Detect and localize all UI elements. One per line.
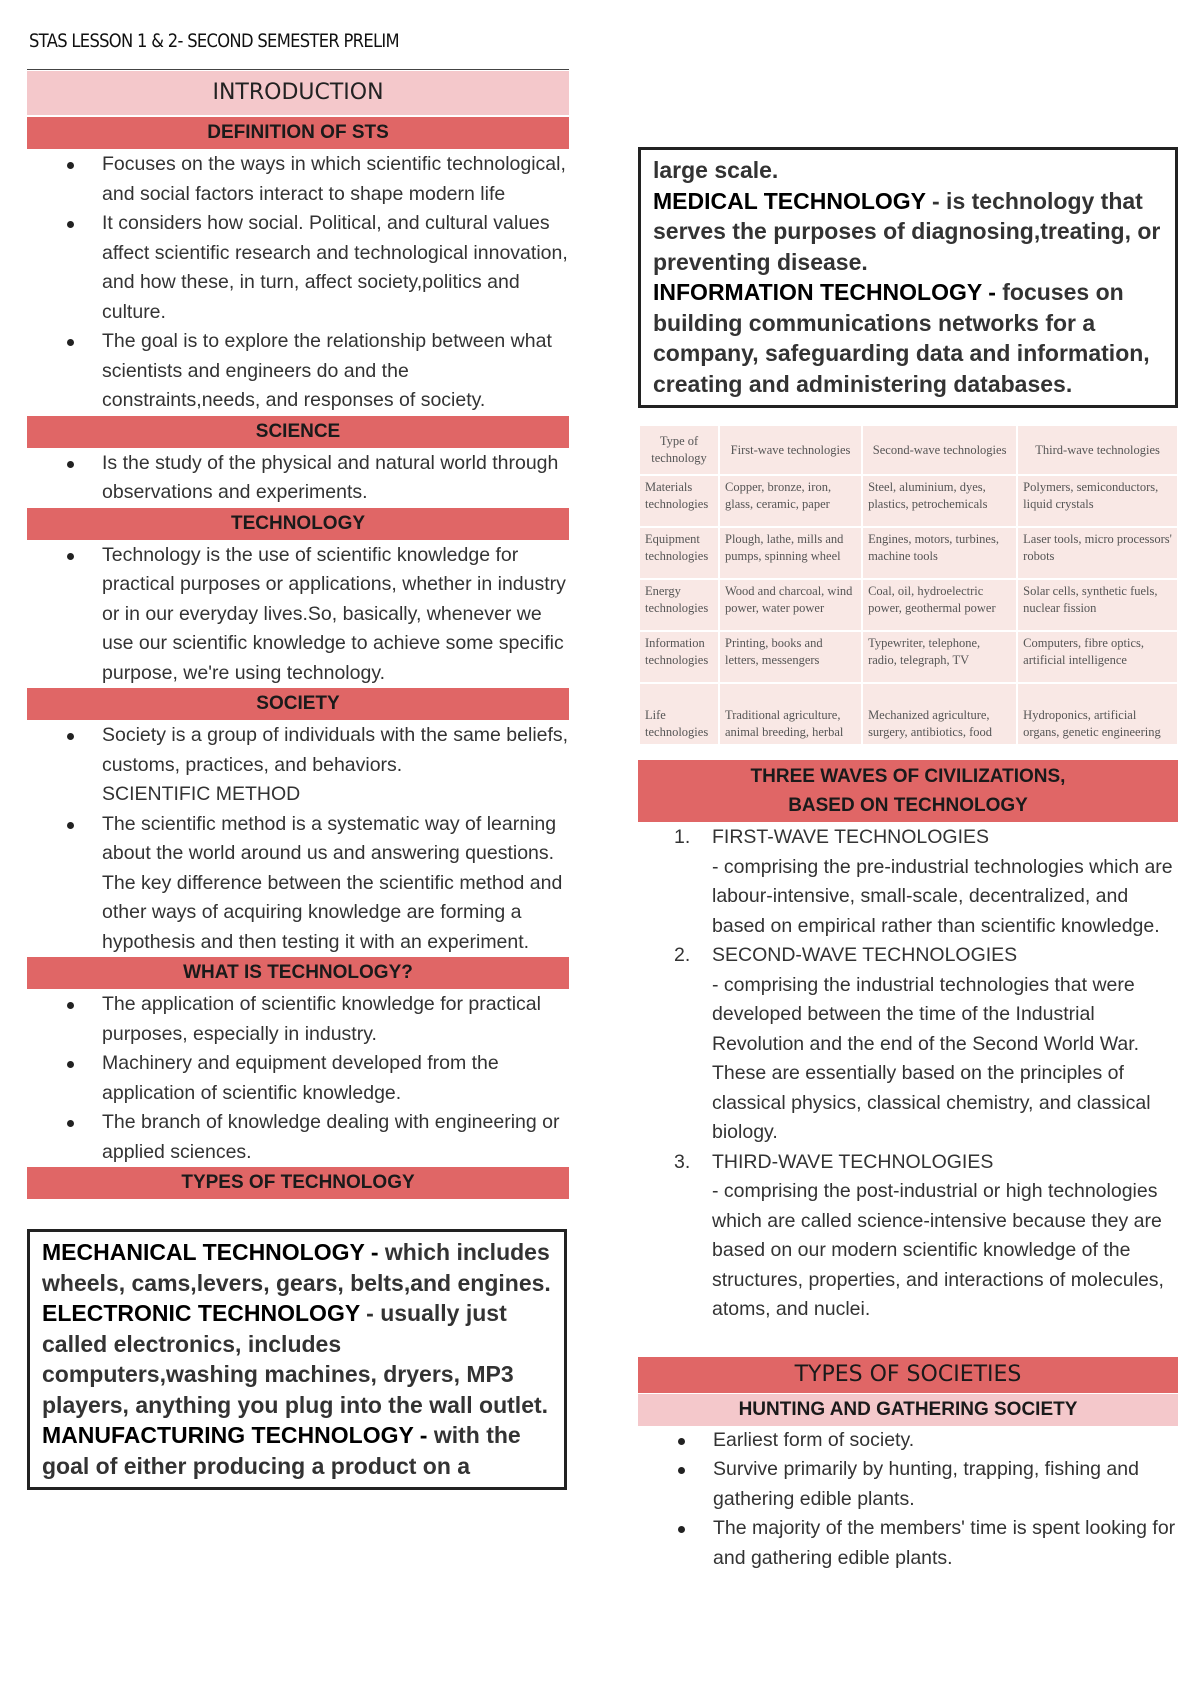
wave-title: SECOND-WAVE TECHNOLOGIES bbox=[712, 944, 1018, 966]
list-item: Technology is the use of scientific knowledge for practical purposes or applications, whether in industry or in our everyday lives.So, basically, whenever we use our scientific knowledge to achieve some specific purpose, we're using technology. bbox=[27, 541, 569, 689]
list-item: Earliest form of society. bbox=[638, 1426, 1178, 1456]
electronic-desc: - usually just called electronics, includes computers,washing machines, dryers, MP3 players, anything you plug into the wall outlet. bbox=[42, 1300, 549, 1418]
definition-heading: DEFINITION OF STS bbox=[27, 117, 569, 149]
list-item: The goal is to explore the relationship between what scientists and engineers do and the constraints,needs, and responses of society. bbox=[27, 327, 569, 416]
table-row bbox=[639, 683, 1178, 745]
item-number: 2. bbox=[674, 944, 691, 966]
three-waves-heading-line1: THREE WAVES OF CIVILIZATIONS, bbox=[750, 766, 1066, 787]
what-is-technology-list bbox=[27, 990, 569, 1167]
society-heading: SOCIETY bbox=[27, 688, 569, 720]
three-waves-heading bbox=[638, 760, 1178, 822]
introduction-heading: INTRODUCTION bbox=[27, 71, 569, 115]
table-cell: Hydroponics, artificial organs, genetic engineering bbox=[1017, 683, 1178, 745]
table-header-row bbox=[639, 425, 1178, 475]
three-waves-heading-line2: BASED ON TECHNOLOGY bbox=[788, 795, 1028, 816]
list-item: The scientific method is a systematic way of learning about the world around us and answering questions. The key difference between the scientific method and other ways of acquiring knowledge are forming a hypothesis and then testing it with an experiment. bbox=[27, 810, 569, 958]
list-item: Is the study of the physical and natural world through observations and experiments. bbox=[27, 449, 569, 508]
hunting-gathering-list bbox=[638, 1426, 1178, 1574]
table-cell: Life technologies bbox=[639, 683, 719, 745]
table-cell: Solar cells, synthetic fuels, nuclear fission bbox=[1017, 579, 1178, 631]
scientific-method-label: SCIENTIFIC METHOD bbox=[102, 783, 301, 805]
hunting-gathering-heading: HUNTING AND GATHERING SOCIETY bbox=[638, 1394, 1178, 1426]
item-number: 3. bbox=[674, 1150, 691, 1173]
what-is-technology-heading: WHAT IS TECHNOLOGY? bbox=[27, 957, 569, 989]
technology-types-box-left bbox=[27, 1229, 567, 1490]
table-cell: Plough, lathe, mills and pumps, spinning wheel bbox=[719, 527, 862, 579]
science-list bbox=[27, 449, 569, 508]
types-of-technology-heading: TYPES OF TECHNOLOGY bbox=[27, 1167, 569, 1199]
list-item bbox=[27, 721, 569, 810]
technology-list bbox=[27, 541, 569, 689]
list-item: The application of scientific knowledge for practical purposes, especially in industry. bbox=[27, 990, 569, 1049]
table-cell: Polymers, semiconductors, liquid crystals bbox=[1017, 475, 1178, 527]
table-cell: Equipment technologies bbox=[639, 527, 719, 579]
technology-types-box-right bbox=[638, 147, 1178, 408]
page-title: STAS LESSON 1 & 2- SECOND SEMESTER PRELIM bbox=[29, 30, 399, 52]
table-cell: Coal, oil, hydroelectric power, geothermal power bbox=[862, 579, 1017, 631]
technology-waves-table bbox=[638, 424, 1179, 746]
medical-term: MEDICAL TECHNOLOGY bbox=[653, 187, 926, 214]
table-cell: Energy technologies bbox=[639, 579, 719, 631]
table-cell: Materials technologies bbox=[639, 475, 719, 527]
table-header-cell: Third-wave technologies bbox=[1017, 425, 1178, 475]
table-cell: Information technologies bbox=[639, 631, 719, 683]
three-waves-list bbox=[638, 823, 1178, 1325]
table-cell: Printing, books and letters, messengers bbox=[719, 631, 862, 683]
mechanical-desc: which includes wheels, cams,levers, gears, belts,and engines. bbox=[42, 1239, 551, 1296]
electronic-term: ELECTRONIC TECHNOLOGY bbox=[42, 1300, 360, 1326]
list-item: The branch of knowledge dealing with engineering or applied sciences. bbox=[27, 1108, 569, 1167]
list-item bbox=[638, 1148, 1178, 1325]
large-scale-text: large scale. bbox=[653, 157, 779, 183]
wave-title: THIRD-WAVE TECHNOLOGIES bbox=[712, 1150, 994, 1173]
wave-description: - comprising the industrial technologies that were developed between the time of the Industrial Revolution and the end of the Second World War. These are essentially based on the principles of classical physics, classical chemistry, and classical biology. bbox=[712, 973, 1151, 1143]
table-header-cell: First-wave technologies bbox=[719, 425, 862, 475]
item-number: 1. bbox=[674, 826, 691, 848]
information-term: INFORMATION TECHNOLOGY - bbox=[653, 279, 1003, 305]
list-item: The majority of the members' time is spent looking for and gathering edible plants. bbox=[638, 1514, 1178, 1573]
table-cell: Computers, fibre optics, artificial intelligence bbox=[1017, 631, 1178, 683]
table-cell: Wood and charcoal, wind power, water power bbox=[719, 579, 862, 631]
table-cell: Engines, motors, turbines, machine tools bbox=[862, 527, 1017, 579]
society-definition: Society is a group of individuals with the same beliefs, customs, practices, and behaviors. bbox=[102, 724, 569, 776]
table-cell: Steel, aluminium, dyes, plastics, petrochemicals bbox=[862, 475, 1017, 527]
list-item bbox=[638, 823, 1178, 941]
wave-description: - comprising the pre-industrial technologies which are labour-intensive, small-scale, decentralized, and based on empirical rather than scientific knowledge. bbox=[712, 855, 1173, 937]
mechanical-term: MECHANICAL TECHNOLOGY - bbox=[42, 1239, 385, 1265]
manufacturing-desc: with the goal of either producing a product on a bbox=[42, 1422, 521, 1479]
society-list bbox=[27, 721, 569, 957]
left-column bbox=[27, 71, 569, 1490]
wave-description: - comprising the post-industrial or high technologies which are called science-intensive because they are based on our modern scientific knowledge of the structures, properties, and interactions of molecules, atoms, and nuclei. bbox=[712, 1180, 1164, 1320]
list-item: It considers how social. Political, and cultural values affect scientific research and technological innovation, and how these, in turn, affect society,politics and culture. bbox=[27, 209, 569, 327]
table-header-cell: Second-wave technologies bbox=[862, 425, 1017, 475]
list-item bbox=[638, 941, 1178, 1148]
information-desc: focuses on building communications networks for a company, safeguarding data and information, creating and administering databases. bbox=[653, 279, 1150, 397]
science-heading: SCIENCE bbox=[27, 416, 569, 448]
table-row bbox=[639, 631, 1178, 683]
table-row bbox=[639, 579, 1178, 631]
right-column bbox=[638, 147, 1178, 1573]
table-row bbox=[639, 527, 1178, 579]
manufacturing-term: MANUFACTURING TECHNOLOGY - bbox=[42, 1422, 434, 1448]
table-cell: Traditional agriculture, animal breeding, herbal bbox=[719, 683, 862, 745]
types-of-societies-heading: TYPES OF SOCIETIES bbox=[638, 1357, 1178, 1393]
table-cell: Typewriter, telephone, radio, telegraph, TV bbox=[862, 631, 1017, 683]
list-item: Machinery and equipment developed from the application of scientific knowledge. bbox=[27, 1049, 569, 1108]
technology-heading: TECHNOLOGY bbox=[27, 508, 569, 540]
table-cell: Laser tools, micro processors' robots bbox=[1017, 527, 1178, 579]
table-cell: Copper, bronze, iron, glass, ceramic, paper bbox=[719, 475, 862, 527]
list-item: Focuses on the ways in which scientific technological, and social factors interact to shape modern life bbox=[27, 150, 569, 209]
list-item: Survive primarily by hunting, trapping, fishing and gathering edible plants. bbox=[638, 1455, 1178, 1514]
table-row bbox=[639, 475, 1178, 527]
definition-list bbox=[27, 150, 569, 416]
title-divider bbox=[27, 69, 569, 70]
medical-desc: - is technology that serves the purposes of diagnosing,treating, or preventing disease. bbox=[653, 187, 1161, 275]
table-cell: Mechanized agriculture, surgery, antibiotics, food bbox=[862, 683, 1017, 745]
table-header-cell: Type of technology bbox=[639, 425, 719, 475]
wave-title: FIRST-WAVE TECHNOLOGIES bbox=[712, 826, 990, 848]
